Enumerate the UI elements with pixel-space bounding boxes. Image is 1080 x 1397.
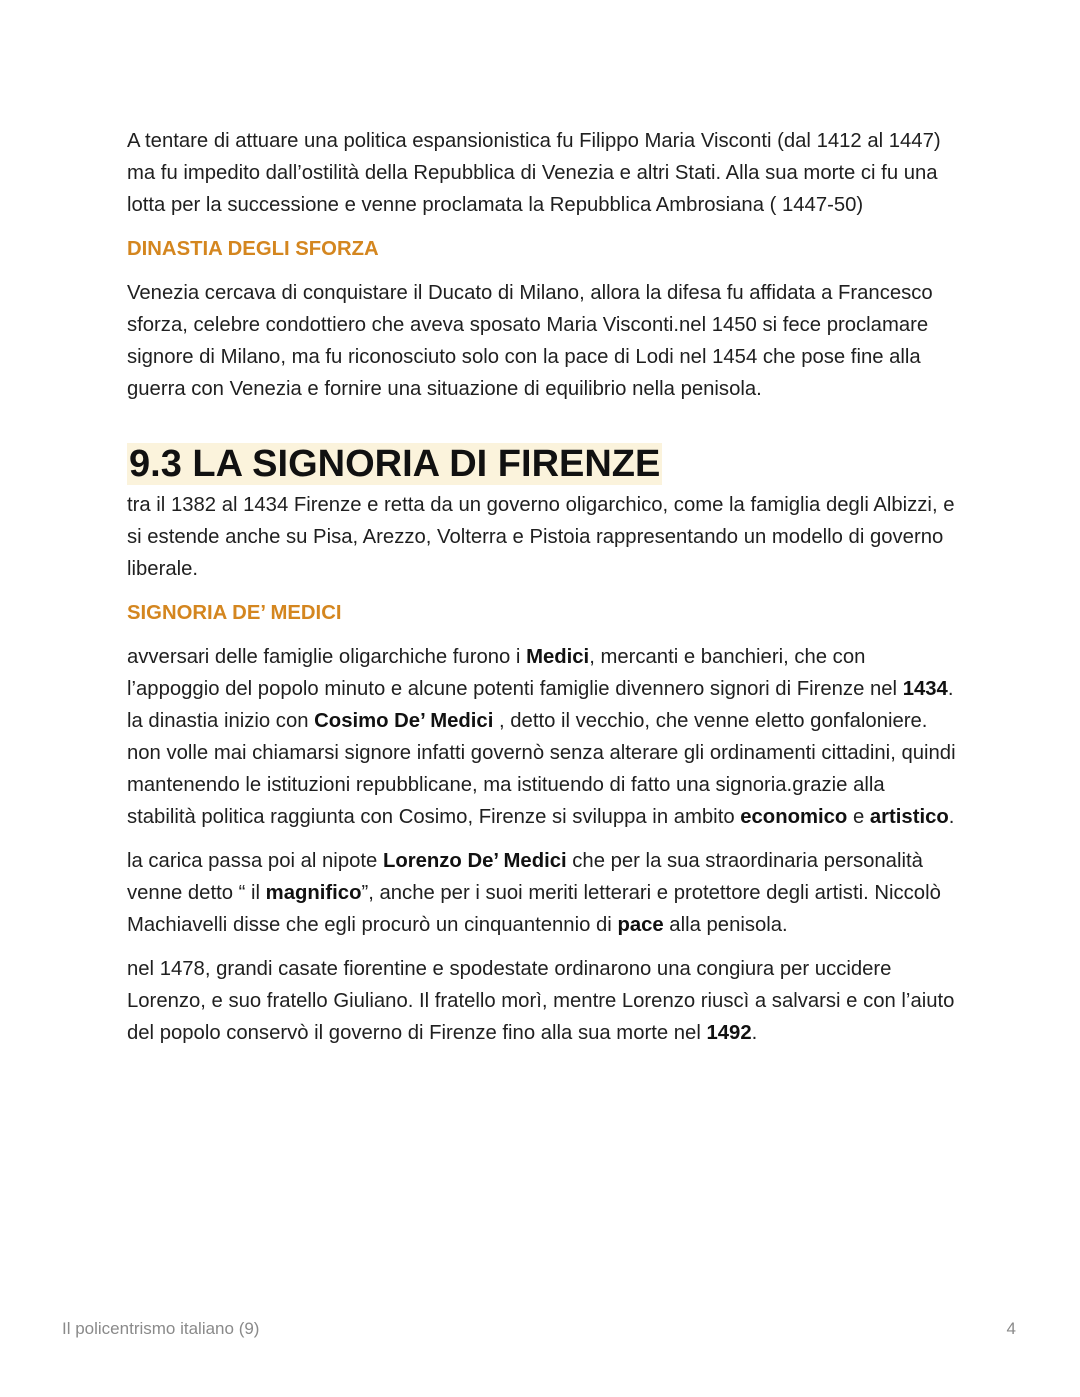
text-segment: alla penisola. [663, 914, 788, 936]
subheading-sforza: DINASTIA DEGLI SFORZA [127, 238, 379, 260]
text-segment: e [847, 806, 870, 828]
bold-text: Cosimo De’ Medici [314, 710, 494, 732]
paragraph-lorenzo [127, 845, 957, 941]
section-title [127, 441, 957, 487]
page-number: 4 [1006, 1319, 1016, 1338]
bold-text: Lorenzo De’ Medici [382, 850, 567, 872]
text-segment: nel 1478, grandi casate fiorentine e spodestate ordinarono una congiura per uccidere Lorenzo, e suo fratello Giuliano. Il fratello morì, mentre Lorenzo riuscì a salvarsi e con l’aiuto del popolo conservò il governo di Firenze fino alla sua morte nel [127, 958, 955, 1044]
footer-title: Il policentrismo italiano (9) [62, 1319, 260, 1338]
section-title-text: 9.3 LA SIGNORIA DI FIRENZE [129, 443, 661, 485]
bold-text: magnifico [265, 882, 362, 904]
text-segment: la carica passa poi al nipote [127, 850, 383, 872]
text-segment: . [948, 806, 955, 828]
text-segment: ”, anche per i suoi meriti letterari e protettore degli artisti. Niccolò Machiavelli disse che egli procurò un cinquantennio di [127, 882, 941, 936]
paragraph-oligarchy: tra il 1382 al 1434 Firenze e retta da un governo oligarchico, come la famiglia degli Albizzi, e si estende anche su Pisa, Arezzo, Volterra e Pistoia rappresentando un modello di governo liberale. [127, 494, 955, 580]
bold-text: pace [617, 914, 664, 936]
bold-text: 1492 [706, 1022, 752, 1044]
text-segment: , detto il vecchio, che venne eletto gonfaloniere. non volle mai chiamarsi signore infatti governò senza alterare gli ordinamenti cittadini, quindi mantenendo le istituzioni repubblicane, ma istituendo di fatto una signoria.grazie alla stabilità politica raggiunta con Cosimo, Firenze si sviluppa in ambito [127, 710, 956, 828]
paragraph-sforza: Venezia cercava di conquistare il Ducato di Milano, allora la difesa fu affidata a Francesco sforza, celebre condottiero che aveva sposato Maria Visconti.nel 1450 si fece proclamare signore di Milano, ma fu riconosciuto solo con la pace di Lodi nel 1454 che pose fine alla guerra con Venezia e fornire una situazione di equilibrio nella penisola. [127, 282, 933, 400]
paragraph-cosimo [127, 641, 957, 833]
paragraph-visconti: A tentare di attuare una politica espansionistica fu Filippo Maria Visconti (dal 1412 al 1447) ma fu impedito dall’ostilità della Repubblica di Venezia e altri Stati. Alla sua morte ci fu una lotta per la successione e venne proclamata la Repubblica Ambrosiana ( 1447-50) [127, 130, 941, 216]
bold-text: 1434 [902, 678, 948, 700]
page-content [127, 125, 957, 1061]
text-segment: avversari delle famiglie oligarchiche furono i [127, 646, 527, 668]
text-segment: . [751, 1022, 758, 1044]
bold-text: artistico [869, 806, 949, 828]
text-segment: , mercanti e banchieri, che con l’appoggio del popolo minuto e alcune potenti famiglie divennero signori di Firenze nel [127, 646, 903, 700]
text-segment: che per la sua straordinaria personalità venne detto “ il [127, 850, 923, 904]
text-segment: . la dinastia inizio con [127, 678, 954, 732]
bold-text: Medici [526, 646, 590, 668]
paragraph-congiura [127, 953, 957, 1049]
subheading-medici: SIGNORIA DE’ MEDICI [127, 602, 342, 624]
bold-text: economico [740, 806, 848, 828]
